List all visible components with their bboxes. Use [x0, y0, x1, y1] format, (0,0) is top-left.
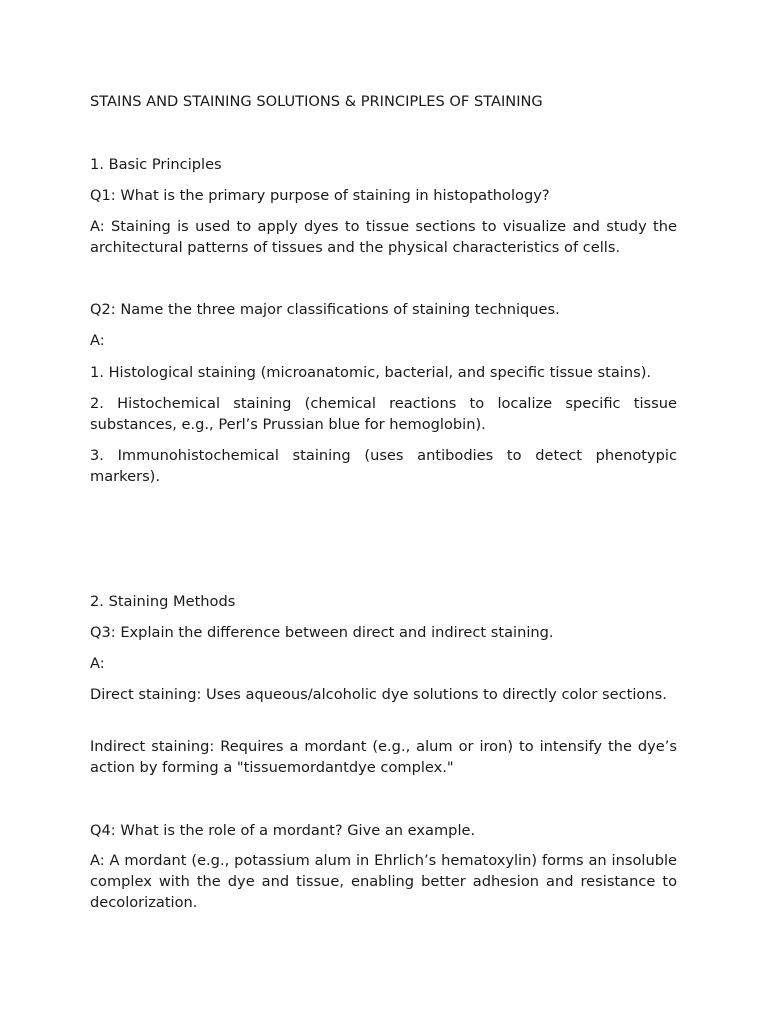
- question-q1: Q1: What is the primary purpose of staining in histopathology?: [90, 187, 550, 204]
- answer-label-q2: A:: [90, 332, 105, 349]
- list-item-immunohistochemical: 3. Immunohistochemical staining (uses antibodies to detect phenotypic markers).: [90, 447, 677, 485]
- answer-indirect-staining: Indirect staining: Requires a mordant (e.g., alum or iron) to intensify the dye’s action by forming a "tissuemordantdye complex.": [90, 738, 677, 776]
- answer-direct-staining: Direct staining: Uses aqueous/alcoholic dye solutions to directly color sections.: [90, 686, 667, 703]
- question-q4: Q4: What is the role of a mordant? Give an example.: [90, 822, 476, 839]
- section-heading-basic-principles: 1. Basic Principles: [90, 156, 222, 173]
- section-heading-staining-methods: 2. Staining Methods: [90, 593, 236, 610]
- answer-q1: A: Staining is used to apply dyes to tissue sections to visualize and study the architectural patterns of tissues and the physical characteristics of cells.: [90, 218, 677, 256]
- question-q3: Q3: Explain the difference between direct and indirect staining.: [90, 624, 554, 641]
- document-title: STAINS AND STAINING SOLUTIONS & PRINCIPLES OF STAINING: [90, 93, 543, 110]
- question-q2: Q2: Name the three major classifications of staining techniques.: [90, 301, 560, 318]
- list-item-histochemical: 2. Histochemical staining (chemical reactions to localize specific tissue substances, e.g., Perl’s Prussian blue for hemoglobin).: [90, 395, 677, 433]
- answer-label-q3: A:: [90, 655, 105, 672]
- answer-q4: A: A mordant (e.g., potassium alum in Ehrlich’s hematoxylin) forms an insoluble complex with the dye and tissue, enabling better adhesion and resistance to decolorization.: [90, 852, 677, 911]
- list-item-histological: 1. Histological staining (microanatomic, bacterial, and specific tissue stains).: [90, 364, 652, 381]
